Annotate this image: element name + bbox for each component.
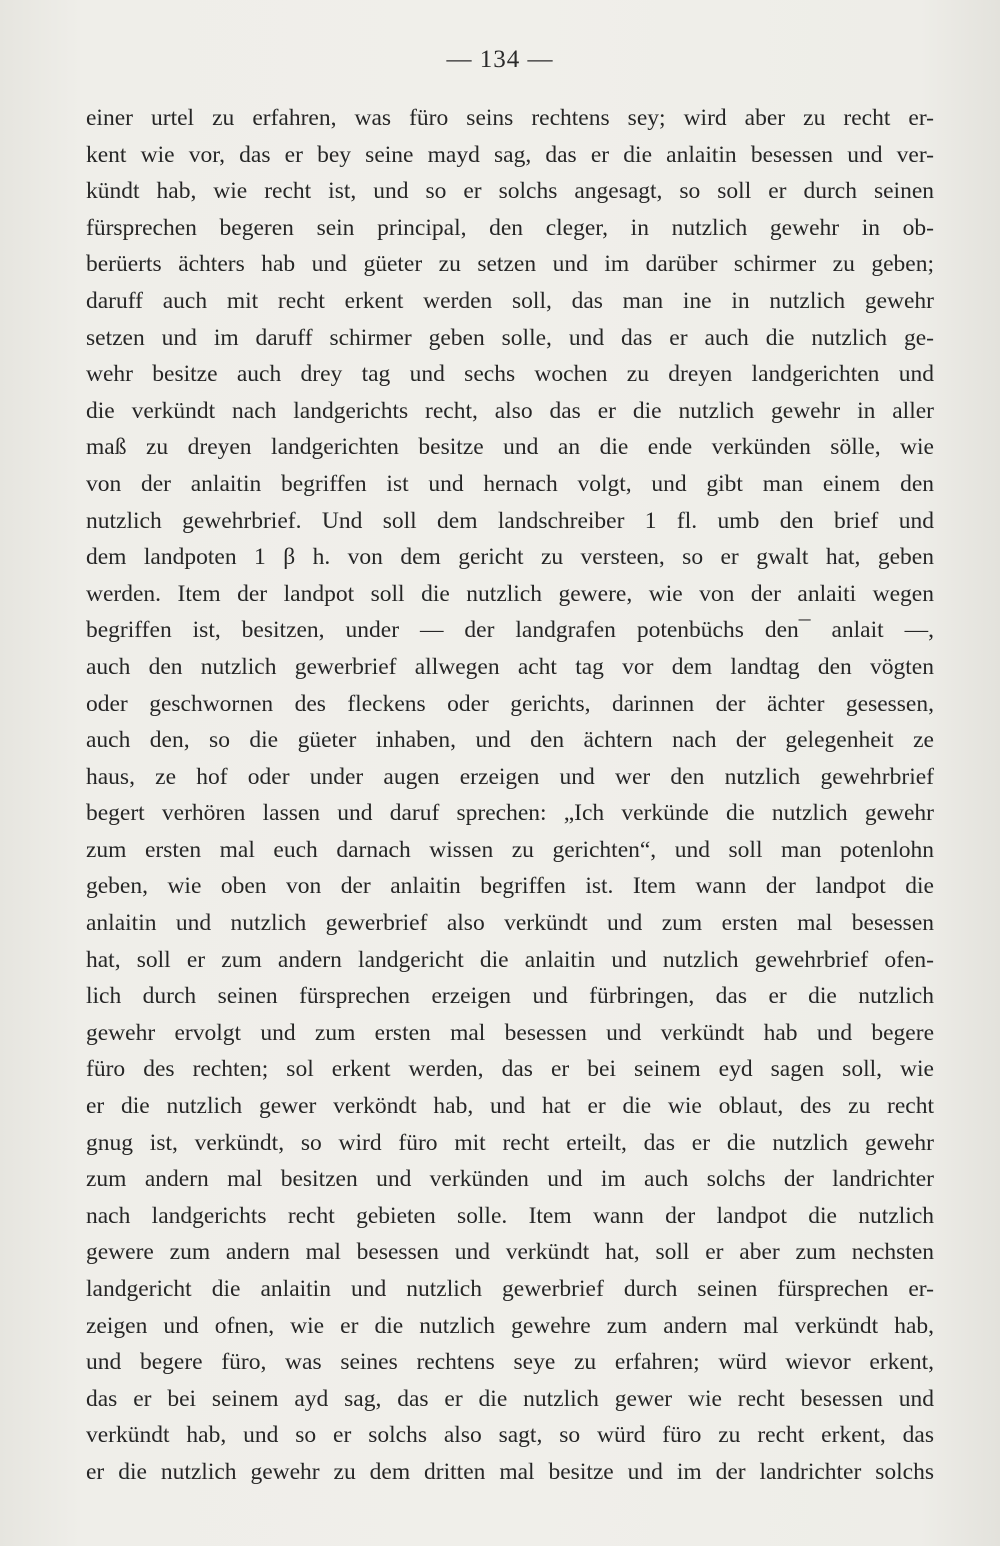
text-line: das er bei seinem ayd sag, das er die nutzlich gewer wie recht besessen und	[86, 1385, 934, 1412]
text-line: lich durch seinen fürsprechen erzeigen und fürbringen, das er die nutzlich	[86, 983, 934, 1010]
text-line: und begere füro, was seines rechtens seye zu erfahren; würd wievor erkent,	[86, 1349, 934, 1376]
text-line: nach landgerichts recht gebieten solle. Item wann der landpot die nutzlich	[86, 1202, 934, 1229]
text-line: zum andern mal besitzen und verkünden und im auch solchs der landrichter	[86, 1166, 934, 1193]
text-line: begriffen ist, besitzen, under — der landgrafen potenbüchs den¯ anlait —,	[86, 617, 934, 644]
body-text	[86, 100, 934, 1491]
text-line: er die nutzlich gewer verköndt hab, und hat er die wie oblaut, des zu recht	[86, 1093, 934, 1120]
text-line: werden. Item der landpot soll die nutzlich gewere, wie von der anlaiti wegen	[86, 580, 934, 607]
text-line: berüerts ächters hab und güeter zu setzen und im darüber schirmer zu geben;	[86, 251, 934, 278]
text-line: auch den nutzlich gewerbrief allwegen acht tag vor dem landtag den vögten	[86, 653, 934, 680]
text-line: die verkündt nach landgerichts recht, also das er die nutzlich gewehr in aller	[86, 397, 934, 424]
page-number: — 134 —	[446, 46, 554, 73]
text-line: hat, soll er zum andern landgericht die anlaitin und nutzlich gewehrbrief ofen-	[86, 946, 934, 973]
text-line: zum ersten mal euch darnach wissen zu gerichten“, und soll man potenlohn	[86, 836, 934, 863]
text-line: gewere zum andern mal besessen und verkündt hat, soll er aber zum nechsten	[86, 1239, 934, 1266]
text-line: zeigen und ofnen, wie er die nutzlich gewehre zum andern mal verkündt hab,	[86, 1312, 934, 1339]
text-line: setzen und im daruff schirmer geben solle, und das er auch die nutzlich ge-	[86, 324, 934, 351]
text-line: dem landpoten 1 β h. von dem gericht zu versteen, so er gwalt hat, geben	[86, 544, 934, 571]
text-line: nutzlich gewehrbrief. Und soll dem landschreiber 1 fl. umb den brief und	[86, 507, 934, 534]
text-line: kent wie vor, das er bey seine mayd sag, das er die anlaitin besessen und ver-	[86, 141, 934, 168]
text-line: verkündt hab, und so er solchs also sagt, so würd füro zu recht erkent, das	[86, 1422, 934, 1449]
text-line: von der anlaitin begriffen ist und hernach volgt, und gibt man einem den	[86, 470, 934, 497]
text-line: gnug ist, verkündt, so wird füro mit recht erteilt, das er die nutzlich gewehr	[86, 1129, 934, 1156]
text-line: auch den, so die güeter inhaben, und den ächtern nach der gelegenheit ze	[86, 727, 934, 754]
text-line: er die nutzlich gewehr zu dem dritten mal besitze und im der landrichter solchs	[86, 1458, 934, 1485]
text-line: geben, wie oben von der anlaitin begriffen ist. Item wann der landpot die	[86, 873, 934, 900]
text-line: anlaitin und nutzlich gewerbrief also verkündt und zum ersten mal besessen	[86, 910, 934, 937]
text-line: haus, ze hof oder under augen erzeigen und wer den nutzlich gewehrbrief	[86, 763, 934, 790]
text-line: oder geschwornen des fleckens oder gerichts, darinnen der ächter gesessen,	[86, 690, 934, 717]
text-line: fürsprechen begeren sein principal, den cleger, in nutzlich gewehr in ob-	[86, 214, 934, 241]
text-line: kündt hab, wie recht ist, und so er solchs angesagt, so soll er durch seinen	[86, 178, 934, 205]
text-line: maß zu dreyen landgerichten besitze und an die ende verkünden sölle, wie	[86, 434, 934, 461]
text-line: gewehr ervolgt und zum ersten mal besessen und verkündt hab und begere	[86, 1019, 934, 1046]
text-line: füro des rechten; sol erkent werden, das er bei seinem eyd sagen soll, wie	[86, 1056, 934, 1083]
text-line: landgericht die anlaitin und nutzlich gewerbrief durch seinen fürsprechen er-	[86, 1276, 934, 1302]
text-line: einer urtel zu erfahren, was füro seins rechtens sey; wird aber zu recht er-	[86, 105, 934, 131]
text-line: begert verhören lassen und daruf sprechen: „Ich verkünde die nutzlich gewehr	[86, 800, 934, 827]
text-line: wehr besitze auch drey tag und sechs wochen zu dreyen landgerichten und	[86, 361, 934, 388]
text-line: daruff auch mit recht erkent werden soll, das man ine in nutzlich gewehr	[86, 287, 934, 314]
